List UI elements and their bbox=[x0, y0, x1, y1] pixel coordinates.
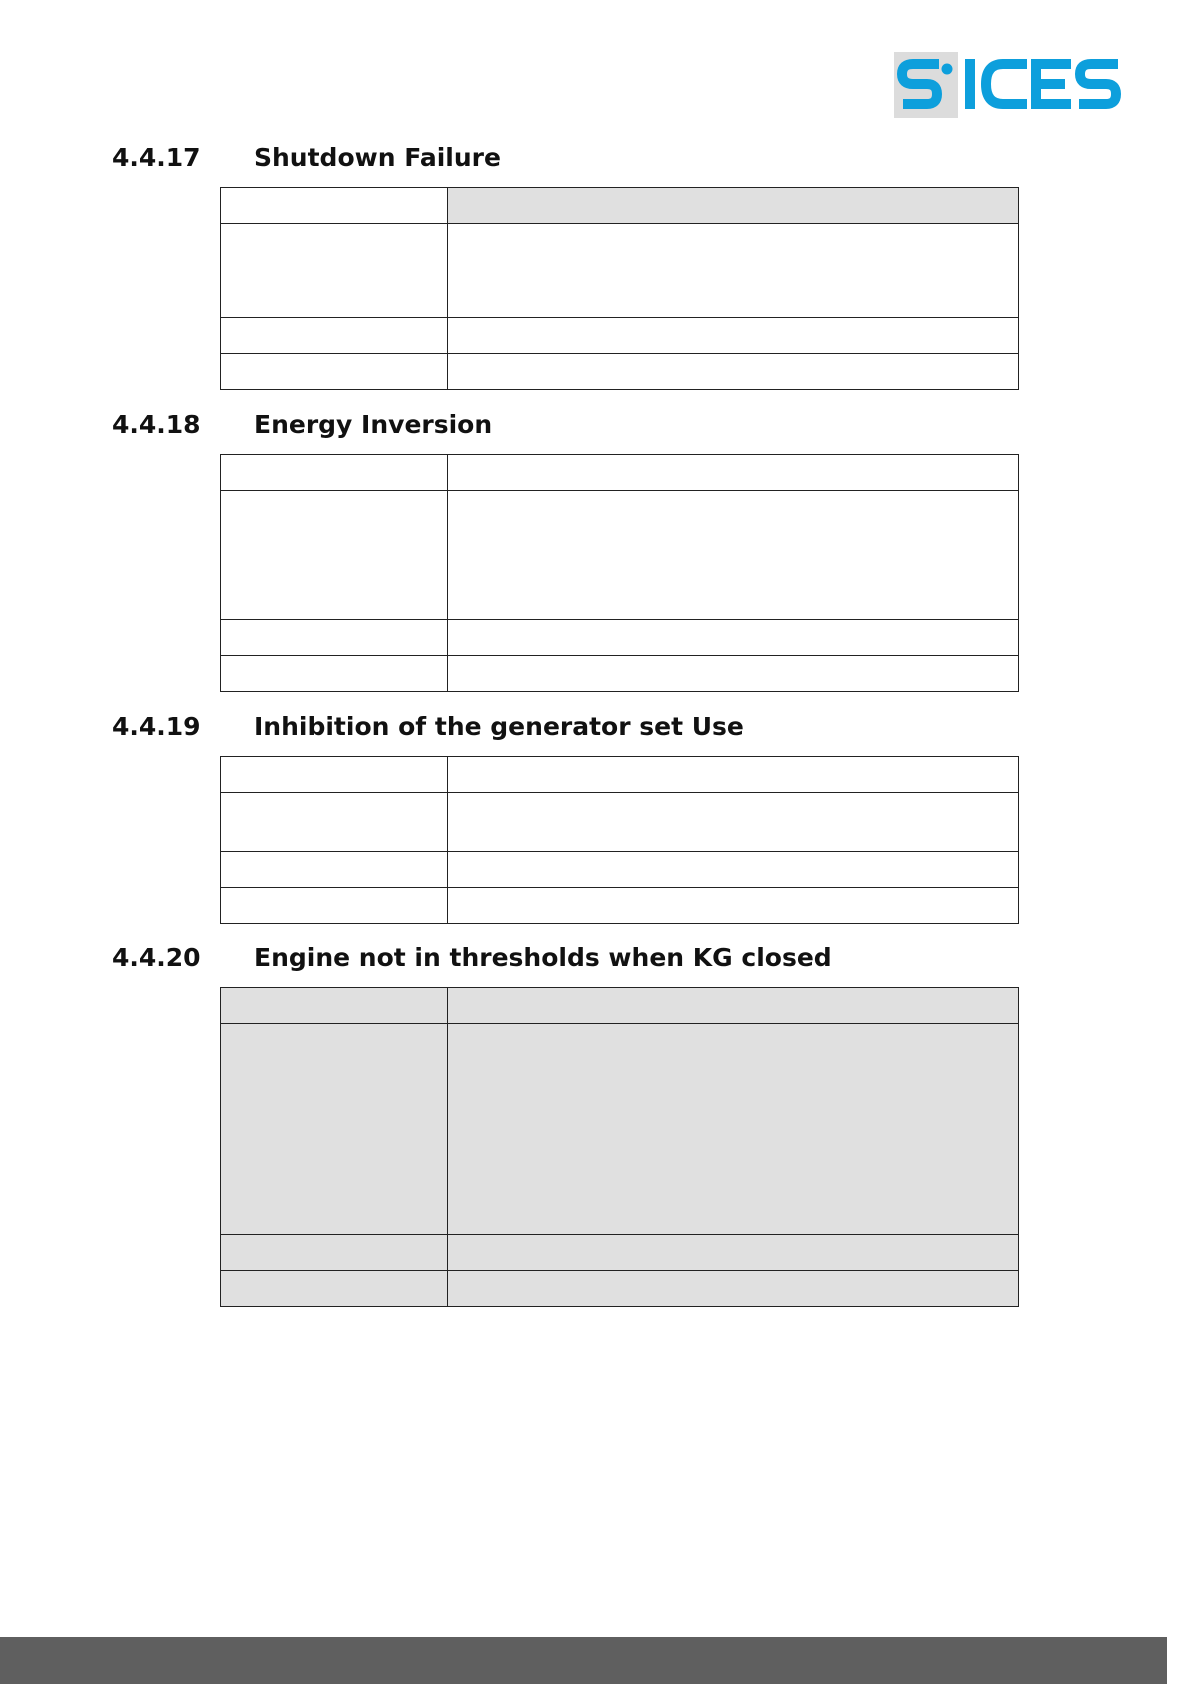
table-row bbox=[221, 793, 1019, 852]
table-cell bbox=[221, 455, 448, 491]
table-cell bbox=[221, 656, 448, 692]
table-cell bbox=[448, 888, 1019, 924]
table-cell bbox=[221, 1271, 448, 1307]
table-cell bbox=[448, 491, 1019, 620]
logo-letter-c bbox=[986, 64, 1027, 104]
shutdown-failure-table bbox=[220, 187, 1019, 390]
section-heading-4-4-20 bbox=[112, 940, 1012, 976]
section-number: 4.4.19 bbox=[112, 712, 201, 741]
logo-letter-e bbox=[1036, 64, 1071, 104]
table-cell bbox=[448, 1235, 1019, 1271]
table-cell bbox=[448, 318, 1019, 354]
table-cell bbox=[448, 1271, 1019, 1307]
section-number: 4.4.18 bbox=[112, 410, 201, 439]
table-cell bbox=[448, 1024, 1019, 1235]
table-row bbox=[221, 620, 1019, 656]
inhibition-table bbox=[220, 756, 1019, 924]
table-row bbox=[221, 888, 1019, 924]
logo-letter-i bbox=[965, 59, 975, 109]
table-cell bbox=[221, 318, 448, 354]
table-cell bbox=[221, 1235, 448, 1271]
table-cell bbox=[221, 793, 448, 852]
sices-logo bbox=[893, 52, 1125, 118]
table-row bbox=[221, 757, 1019, 793]
table-cell bbox=[221, 757, 448, 793]
table-cell bbox=[448, 793, 1019, 852]
section-heading-4-4-18 bbox=[112, 407, 1012, 443]
table-row bbox=[221, 491, 1019, 620]
section-title: Shutdown Failure bbox=[254, 143, 501, 172]
table-row bbox=[221, 1235, 1019, 1271]
table-cell bbox=[221, 988, 448, 1024]
sices-logo-graphic bbox=[893, 52, 1125, 118]
section-title: Energy Inversion bbox=[254, 410, 493, 439]
table-cell bbox=[448, 656, 1019, 692]
table-row bbox=[221, 188, 1019, 224]
table-cell bbox=[221, 888, 448, 924]
table-cell bbox=[221, 1024, 448, 1235]
table-row bbox=[221, 852, 1019, 888]
table-row bbox=[221, 656, 1019, 692]
table-cell bbox=[448, 354, 1019, 390]
section-title: Engine not in thresholds when KG closed bbox=[254, 943, 832, 972]
table-cell bbox=[221, 852, 448, 888]
energy-inversion-table bbox=[220, 454, 1019, 692]
footer-bar bbox=[0, 1637, 1167, 1684]
logo-letter-s2 bbox=[1079, 64, 1118, 104]
table-row bbox=[221, 988, 1019, 1024]
section-number: 4.4.20 bbox=[112, 943, 201, 972]
logo-dot bbox=[942, 64, 953, 75]
table-cell bbox=[448, 852, 1019, 888]
table-row bbox=[221, 1271, 1019, 1307]
table-cell bbox=[221, 188, 448, 224]
table-cell bbox=[448, 988, 1019, 1024]
table-cell bbox=[448, 455, 1019, 491]
section-heading-4-4-19 bbox=[112, 709, 1012, 745]
section-number: 4.4.17 bbox=[112, 143, 201, 172]
table-row bbox=[221, 455, 1019, 491]
engine-thresholds-table bbox=[220, 987, 1019, 1307]
table-cell bbox=[448, 620, 1019, 656]
table-cell bbox=[448, 188, 1019, 224]
section-title: Inhibition of the generator set Use bbox=[254, 712, 744, 741]
table-row bbox=[221, 1024, 1019, 1235]
table-row bbox=[221, 318, 1019, 354]
table-cell bbox=[221, 620, 448, 656]
table-cell bbox=[221, 224, 448, 318]
table-cell bbox=[221, 354, 448, 390]
section-heading-4-4-17 bbox=[112, 140, 1012, 176]
table-cell bbox=[221, 491, 448, 620]
table-row bbox=[221, 224, 1019, 318]
table-row bbox=[221, 354, 1019, 390]
table-cell bbox=[448, 224, 1019, 318]
table-cell bbox=[448, 757, 1019, 793]
